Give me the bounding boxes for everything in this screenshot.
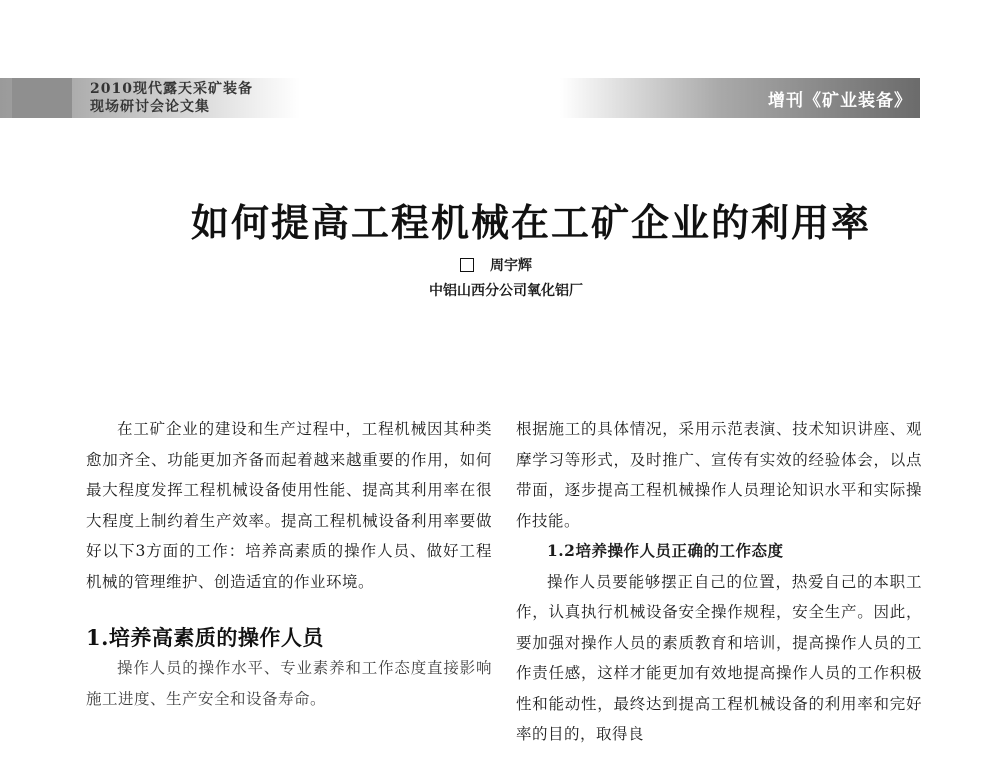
section-1-2-paragraph: 操作人员要能够摆正自己的位置，热爱自己的本职工作，认真执行机械设备安全操作规程，安全生产。因此，要加强对操作人员的素质教育和培训，提高操作人员的工作责任感，这样才能更加有效地提高操作人员的工作积极性和能动性，最终达到提高工程机械设备的利用率和完好率的目的，取得良 — [516, 572, 922, 743]
proceedings-title-line1: 2010现代露天采矿装备 — [90, 81, 253, 97]
left-column — [86, 414, 492, 714]
journal-name: 增刊《矿业装备》 — [768, 91, 912, 111]
square-box-icon — [460, 258, 474, 272]
header-left-text — [90, 80, 253, 116]
author-line — [460, 255, 532, 275]
intro-paragraph: 在工矿企业的建设和生产过程中，工程机械因其种类愈加齐全、功能更加齐备而起着越来越重要的作用，如何最大程度发挥工程机械设备使用性能、提高其利用率在很大程度上制约着生产效率。提高工程机械设备利用率要做好以下3方面的工作：培养高素质的操作人员、做好工程机械的管理维护、创造适宜的作业环境。 — [86, 420, 492, 591]
author-affiliation: 中铝山西分公司氧化铝厂 — [429, 283, 583, 299]
section-1-paragraph: 操作人员的操作水平、专业素养和工作态度直接影响施工进度、生产安全和设备寿命。 — [86, 659, 492, 708]
section-1-heading: 1.培养高素质的操作人员 — [86, 625, 324, 650]
continuation-paragraph: 根据施工的具体情况，采用示范表演、技术知识讲座、观摩学习等形式，及时推广、宣传有实效的经验体会，以点带面，逐步提高工程机械操作人员理论知识水平和实际操作技能。 — [516, 420, 922, 530]
section-1-2-heading: 1.2培养操作人员正确的工作态度 — [547, 541, 784, 560]
proceedings-title-line2: 现场研讨会论文集 — [90, 99, 210, 115]
author-name: 周宇辉 — [490, 258, 532, 274]
article-title: 如何提高工程机械在工矿企业的利用率 — [190, 200, 871, 245]
header-left-block — [12, 78, 72, 118]
right-column — [516, 414, 922, 750]
